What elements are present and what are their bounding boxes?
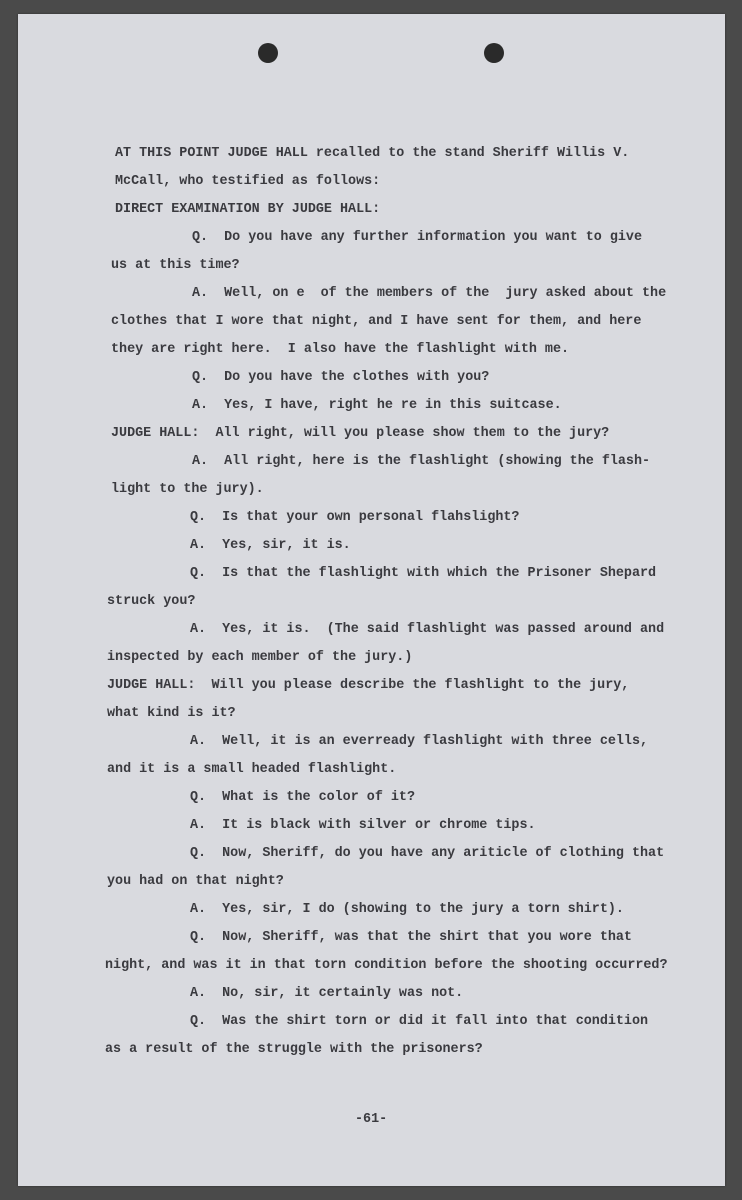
text-line: A. Yes, it is. (The said flashlight was passed around and [190,622,665,637]
text-line: Q. Is that the flashlight with which the Prisoner Shepard [190,566,657,581]
text-line: A. Well, it is an everready flashlight with three cells, [190,734,649,749]
text-line: Q. Was the shirt torn or did it fall into that condition [190,1014,649,1029]
text-line: Q. Now, Sheriff, do you have any ariticle of clothing that [190,846,665,861]
text-line: they are right here. I also have the flashlight with me. [111,342,570,357]
text-line: A. Well, on e of the members of the jury asked about the [192,286,667,301]
text-line: McCall, who testified as follows: [115,174,381,189]
text-line: JUDGE HALL: Will you please describe the flashlight to the jury, [107,678,630,693]
paper-sheet [18,14,725,1186]
punch-hole-left [258,43,278,63]
text-line: AT THIS POINT JUDGE HALL recalled to the stand Sheriff Willis V. [115,146,630,161]
text-line: Q. Do you have any further information you want to give [192,230,642,245]
text-line: DIRECT EXAMINATION BY JUDGE HALL: [115,202,381,217]
text-line: inspected by each member of the jury.) [107,650,413,665]
text-line: what kind is it? [107,706,236,721]
text-line: you had on that night? [107,874,284,889]
text-line: and it is a small headed flashlight. [107,762,397,777]
text-line: JUDGE HALL: All right, will you please show them to the jury? [111,426,610,441]
text-line: Q. Is that your own personal flahslight? [190,510,520,525]
text-line: struck you? [107,594,196,609]
text-line: us at this time? [111,258,240,273]
text-line: A. It is black with silver or chrome tips. [190,818,536,833]
text-line: as a result of the struggle with the prisoners? [105,1042,483,1057]
text-line: A. All right, here is the flashlight (showing the flash- [192,454,651,469]
page-number: -61- [355,1112,388,1127]
text-line: A. Yes, sir, I do (showing to the jury a torn shirt). [190,902,624,917]
text-line: night, and was it in that torn condition before the shooting occurred? [105,958,668,973]
punch-hole-right [484,43,504,63]
text-line: light to the jury). [111,482,264,497]
text-line: clothes that I wore that night, and I have sent for them, and here [111,314,642,329]
text-line: A. No, sir, it certainly was not. [190,986,464,1001]
text-line: A. Yes, sir, it is. [190,538,351,553]
text-line: Q. What is the color of it? [190,790,415,805]
text-line: Q. Now, Sheriff, was that the shirt that you wore that [190,930,632,945]
text-line: Q. Do you have the clothes with you? [192,370,490,385]
text-line: A. Yes, I have, right he re in this suitcase. [192,398,562,413]
